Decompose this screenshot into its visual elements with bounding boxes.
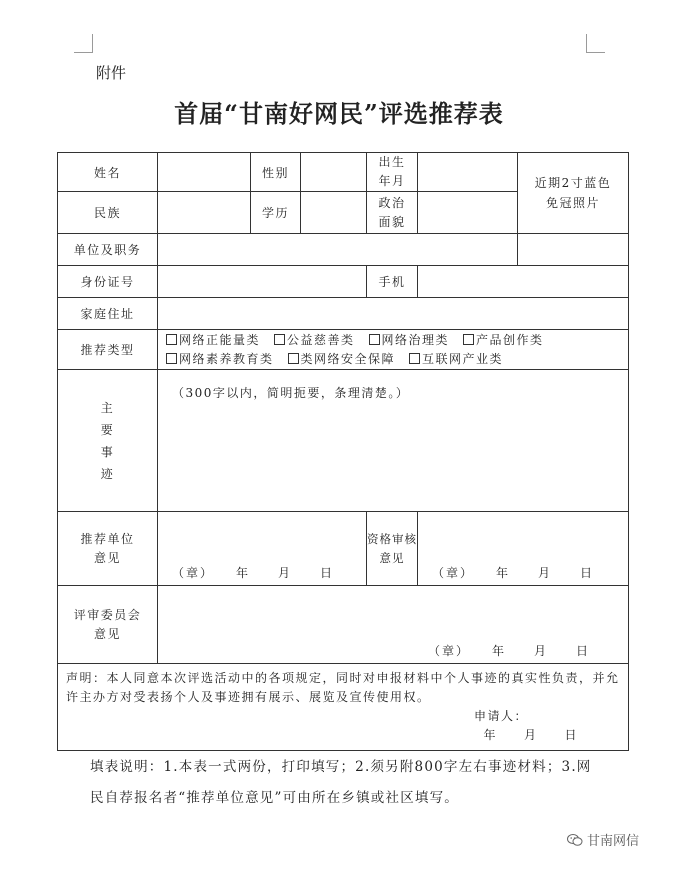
qualification-opinion[interactable] bbox=[418, 512, 629, 586]
checkbox-icon[interactable] bbox=[463, 334, 474, 345]
education-field[interactable] bbox=[301, 192, 367, 234]
birth-label: 出生 年月 bbox=[367, 153, 418, 192]
type-option[interactable]: 公益慈善类 bbox=[274, 331, 355, 350]
photo-placeholder[interactable]: 近期2寸蓝色 免冠照片 bbox=[518, 153, 629, 234]
unit-field[interactable] bbox=[158, 234, 518, 266]
applicant-label: 申请人： bbox=[473, 709, 528, 723]
type-label: 推荐类型 bbox=[58, 330, 158, 370]
birth-field[interactable] bbox=[418, 153, 518, 192]
declaration-cell bbox=[58, 664, 629, 751]
type-option[interactable]: 网络素养教育类 bbox=[166, 350, 274, 369]
phone-label: 手机 bbox=[367, 266, 418, 298]
type-options bbox=[158, 330, 629, 370]
deeds-label: 主 要 事 迹 bbox=[58, 370, 158, 512]
rec-unit-opinion[interactable] bbox=[158, 512, 367, 586]
education-label: 学历 bbox=[251, 192, 301, 234]
id-label: 身份证号 bbox=[58, 266, 158, 298]
page-title: 首届“甘南好网民”评选推荐表 bbox=[174, 99, 504, 128]
type-option[interactable]: 网络正能量类 bbox=[166, 331, 260, 350]
committee-opinion[interactable] bbox=[158, 586, 629, 664]
photo-extension bbox=[518, 234, 629, 266]
gender-label: 性别 bbox=[251, 153, 301, 192]
political-label: 政治 面貌 bbox=[367, 192, 418, 234]
checkbox-icon[interactable] bbox=[369, 334, 380, 345]
fill-notes: 填表说明：1.本表一式两份，打印填写；2.须另附800字左右事迹材料；3.网民自荐报名者“推荐单位意见”可由所在乡镇或社区填写。 bbox=[90, 759, 592, 806]
stamp-date: （章） 年 月 日 bbox=[432, 566, 595, 580]
name-label: 姓名 bbox=[58, 153, 158, 192]
checkbox-icon[interactable] bbox=[288, 353, 299, 364]
stamp-date: （章） 年 月 日 bbox=[428, 644, 591, 658]
stamp-date: （章） 年 月 日 bbox=[172, 566, 335, 580]
checkbox-icon[interactable] bbox=[166, 334, 177, 345]
applicant-date: 年 月 日 bbox=[483, 728, 578, 742]
committee-label: 评审委员会 意见 bbox=[58, 586, 158, 664]
type-option[interactable]: 类网络安全保障 bbox=[288, 350, 396, 369]
deeds-field[interactable] bbox=[158, 370, 629, 512]
id-field[interactable] bbox=[158, 266, 367, 298]
checkbox-icon[interactable] bbox=[409, 353, 420, 364]
checkbox-icon[interactable] bbox=[166, 353, 177, 364]
wechat-icon bbox=[567, 833, 583, 847]
type-option[interactable]: 网络治理类 bbox=[369, 331, 450, 350]
watermark: 甘南网信 bbox=[567, 830, 639, 849]
qualification-label: 资格审核 意见 bbox=[367, 512, 418, 586]
ethnicity-label: 民族 bbox=[58, 192, 158, 234]
phone-field[interactable] bbox=[418, 266, 629, 298]
unit-label: 单位及职务 bbox=[58, 234, 158, 266]
type-option[interactable]: 互联网产业类 bbox=[409, 350, 503, 369]
page-corner-mark bbox=[586, 34, 605, 53]
checkbox-icon[interactable] bbox=[274, 334, 285, 345]
political-field[interactable] bbox=[418, 192, 518, 234]
page-corner-mark bbox=[74, 34, 93, 53]
attachment-label: 附件 bbox=[96, 64, 127, 82]
address-label: 家庭住址 bbox=[58, 298, 158, 330]
rec-unit-label: 推荐单位 意见 bbox=[58, 512, 158, 586]
recommendation-form bbox=[57, 152, 629, 751]
type-option[interactable]: 产品创作类 bbox=[463, 331, 544, 350]
deeds-hint: （300字以内，简明扼要，条理清楚。） bbox=[172, 386, 410, 400]
address-field[interactable] bbox=[158, 298, 629, 330]
declaration-text: 声明：本人同意本次评选活动中的各项规定，同时对申报材料中个人事迹的真实性负责，并允许主办方对受表扬个人及事迹拥有展示、展览及宣传使用权。 bbox=[66, 671, 620, 704]
ethnicity-field[interactable] bbox=[158, 192, 251, 234]
gender-field[interactable] bbox=[301, 153, 367, 192]
name-field[interactable] bbox=[158, 153, 251, 192]
